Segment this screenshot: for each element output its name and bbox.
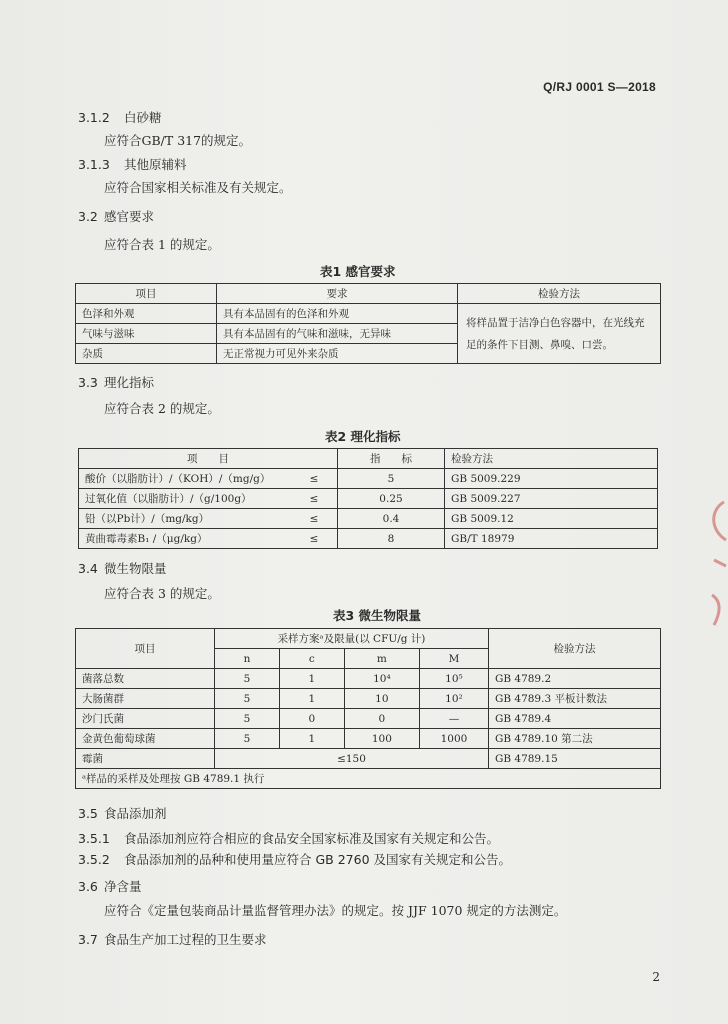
table3-header-method: 检验方法 (488, 629, 660, 669)
section-3-3-body: 应符合表 2 的规定。 (104, 401, 220, 416)
section-3-1-3-heading: 3.1.3 其他原辅料 (78, 157, 187, 172)
table2-header: 检验方法 (445, 449, 658, 469)
table2-method: GB 5009.227 (445, 489, 658, 509)
table3-header-plan: 采样方案ᵃ及限量(以 CFU/g 计) (215, 629, 489, 649)
table3-cell: 10⁵ (419, 669, 488, 689)
table3-cell: 5 (215, 729, 280, 749)
standard-code: Q/RJ 0001 S—2018 (543, 80, 656, 94)
section-3-1-3-body: 应符合国家相关标准及有关规定。 (104, 180, 292, 195)
table2-value: 5 (338, 469, 445, 489)
table3-caption: 表3 微生物限量 (333, 608, 422, 623)
table3-cell: 1000 (419, 729, 488, 749)
table3-sub-m: m (344, 649, 419, 669)
table2-header: 指 标 (338, 449, 445, 469)
table3-cell: 大肠菌群 (76, 689, 215, 709)
table2-header: 项 目 (79, 449, 338, 469)
table3-cell: 1 (279, 669, 344, 689)
table2-value: 8 (338, 529, 445, 549)
table3-cell: 沙门氏菌 (76, 709, 215, 729)
table3-sub-M: M (419, 649, 488, 669)
section-3-6-heading: 3.6 净含量 (78, 879, 142, 894)
section-3-2-body: 应符合表 1 的规定。 (104, 237, 220, 252)
table3-sub-c: c (279, 649, 344, 669)
table1-cell: 具有本品固有的色泽和外观 (217, 304, 458, 324)
table3-cell: 菌落总数 (76, 669, 215, 689)
section-3-1-2-heading: 3.1.2 白砂糖 (78, 110, 162, 125)
section-3-3-heading: 3.3 理化指标 (78, 375, 155, 390)
section-3-6-body: 应符合《定量包装商品计量监督管理办法》的规定。按 JJF 1070 规定的方法测定。 (104, 903, 567, 918)
table2-item: 酸价（以脂肪计）/（KOH）/（mg/g） (79, 469, 292, 489)
table2-method: GB 5009.229 (445, 469, 658, 489)
table2-item: 黄曲霉毒素B₁ /（μg/kg） (79, 529, 292, 549)
table1-sensory (75, 283, 661, 364)
table2-caption: 表2 理化指标 (325, 429, 401, 444)
table1-cell: 色泽和外观 (76, 304, 217, 324)
section-3-5-1: 3.5.1 食品添加剂应符合相应的食品安全国家标准及国家有关规定和公告。 (78, 831, 500, 846)
table3-cell: 0 (279, 709, 344, 729)
table3-cell: 10 (344, 689, 419, 709)
table3-cell: 0 (344, 709, 419, 729)
table1-cell: 具有本品固有的气味和滋味，无异味 (217, 324, 458, 344)
table3-mold-item: 霉菌 (76, 749, 215, 769)
table3-cell: GB 4789.10 第二法 (488, 729, 660, 749)
table3-mold-limit: ≤150 (215, 749, 489, 769)
page-number: 2 (652, 970, 660, 984)
table2-op: ≤ (291, 469, 338, 489)
table2-method: GB 5009.12 (445, 509, 658, 529)
table3-cell: 10⁴ (344, 669, 419, 689)
table3-header-item: 项目 (76, 629, 215, 669)
table3-microbial (75, 628, 661, 789)
table3-cell: 1 (279, 689, 344, 709)
table1-header: 检验方法 (458, 284, 661, 304)
table1-header: 项目 (76, 284, 217, 304)
table3-cell: 5 (215, 689, 280, 709)
table3-cell: 100 (344, 729, 419, 749)
table3-sub-n: n (215, 649, 280, 669)
table2-item: 过氧化值（以脂肪计）/（g/100g） (79, 489, 292, 509)
section-3-4-body: 应符合表 3 的规定。 (104, 586, 220, 601)
table1-cell: 无正常视力可见外来杂质 (217, 344, 458, 364)
table2-op: ≤ (291, 489, 338, 509)
table3-cell: GB 4789.4 (488, 709, 660, 729)
table3-cell: — (419, 709, 488, 729)
table1-cell: 气味与滋味 (76, 324, 217, 344)
table2-op: ≤ (291, 529, 338, 549)
red-seal-fragment (706, 500, 728, 635)
table2-value: 0.4 (338, 509, 445, 529)
section-3-4-heading: 3.4 微生物限量 (78, 561, 167, 576)
section-3-7-heading: 3.7 食品生产加工过程的卫生要求 (78, 932, 267, 947)
table1-header: 要求 (217, 284, 458, 304)
table1-caption: 表1 感官要求 (320, 264, 396, 279)
table3-mold-method: GB 4789.15 (488, 749, 660, 769)
table2-method: GB/T 18979 (445, 529, 658, 549)
table1-method: 将样品置于洁净白色容器中，在光线充足的条件下目测、鼻嗅、口尝。 (458, 304, 661, 364)
table3-cell: 金黄色葡萄球菌 (76, 729, 215, 749)
table3-cell: 5 (215, 709, 280, 729)
table2-physicochemical (78, 448, 658, 549)
table3-cell: GB 4789.3 平板计数法 (488, 689, 660, 709)
table3-cell: 10² (419, 689, 488, 709)
table3-cell: GB 4789.2 (488, 669, 660, 689)
section-3-5-heading: 3.5 食品添加剂 (78, 806, 167, 821)
table3-cell: 1 (279, 729, 344, 749)
section-3-1-2-body: 应符合GB/T 317的规定。 (104, 133, 252, 148)
section-3-5-2: 3.5.2 食品添加剂的品种和使用量应符合 GB 2760 及国家有关规定和公告。 (78, 852, 511, 867)
table2-item: 铅（以Pb计）/（mg/kg） (79, 509, 292, 529)
section-3-2-heading: 3.2 感官要求 (78, 209, 155, 224)
table2-value: 0.25 (338, 489, 445, 509)
table1-cell: 杂质 (76, 344, 217, 364)
table2-op: ≤ (291, 509, 338, 529)
table3-note: ᵃ样品的采样及处理按 GB 4789.1 执行 (76, 769, 661, 789)
table3-cell: 5 (215, 669, 280, 689)
